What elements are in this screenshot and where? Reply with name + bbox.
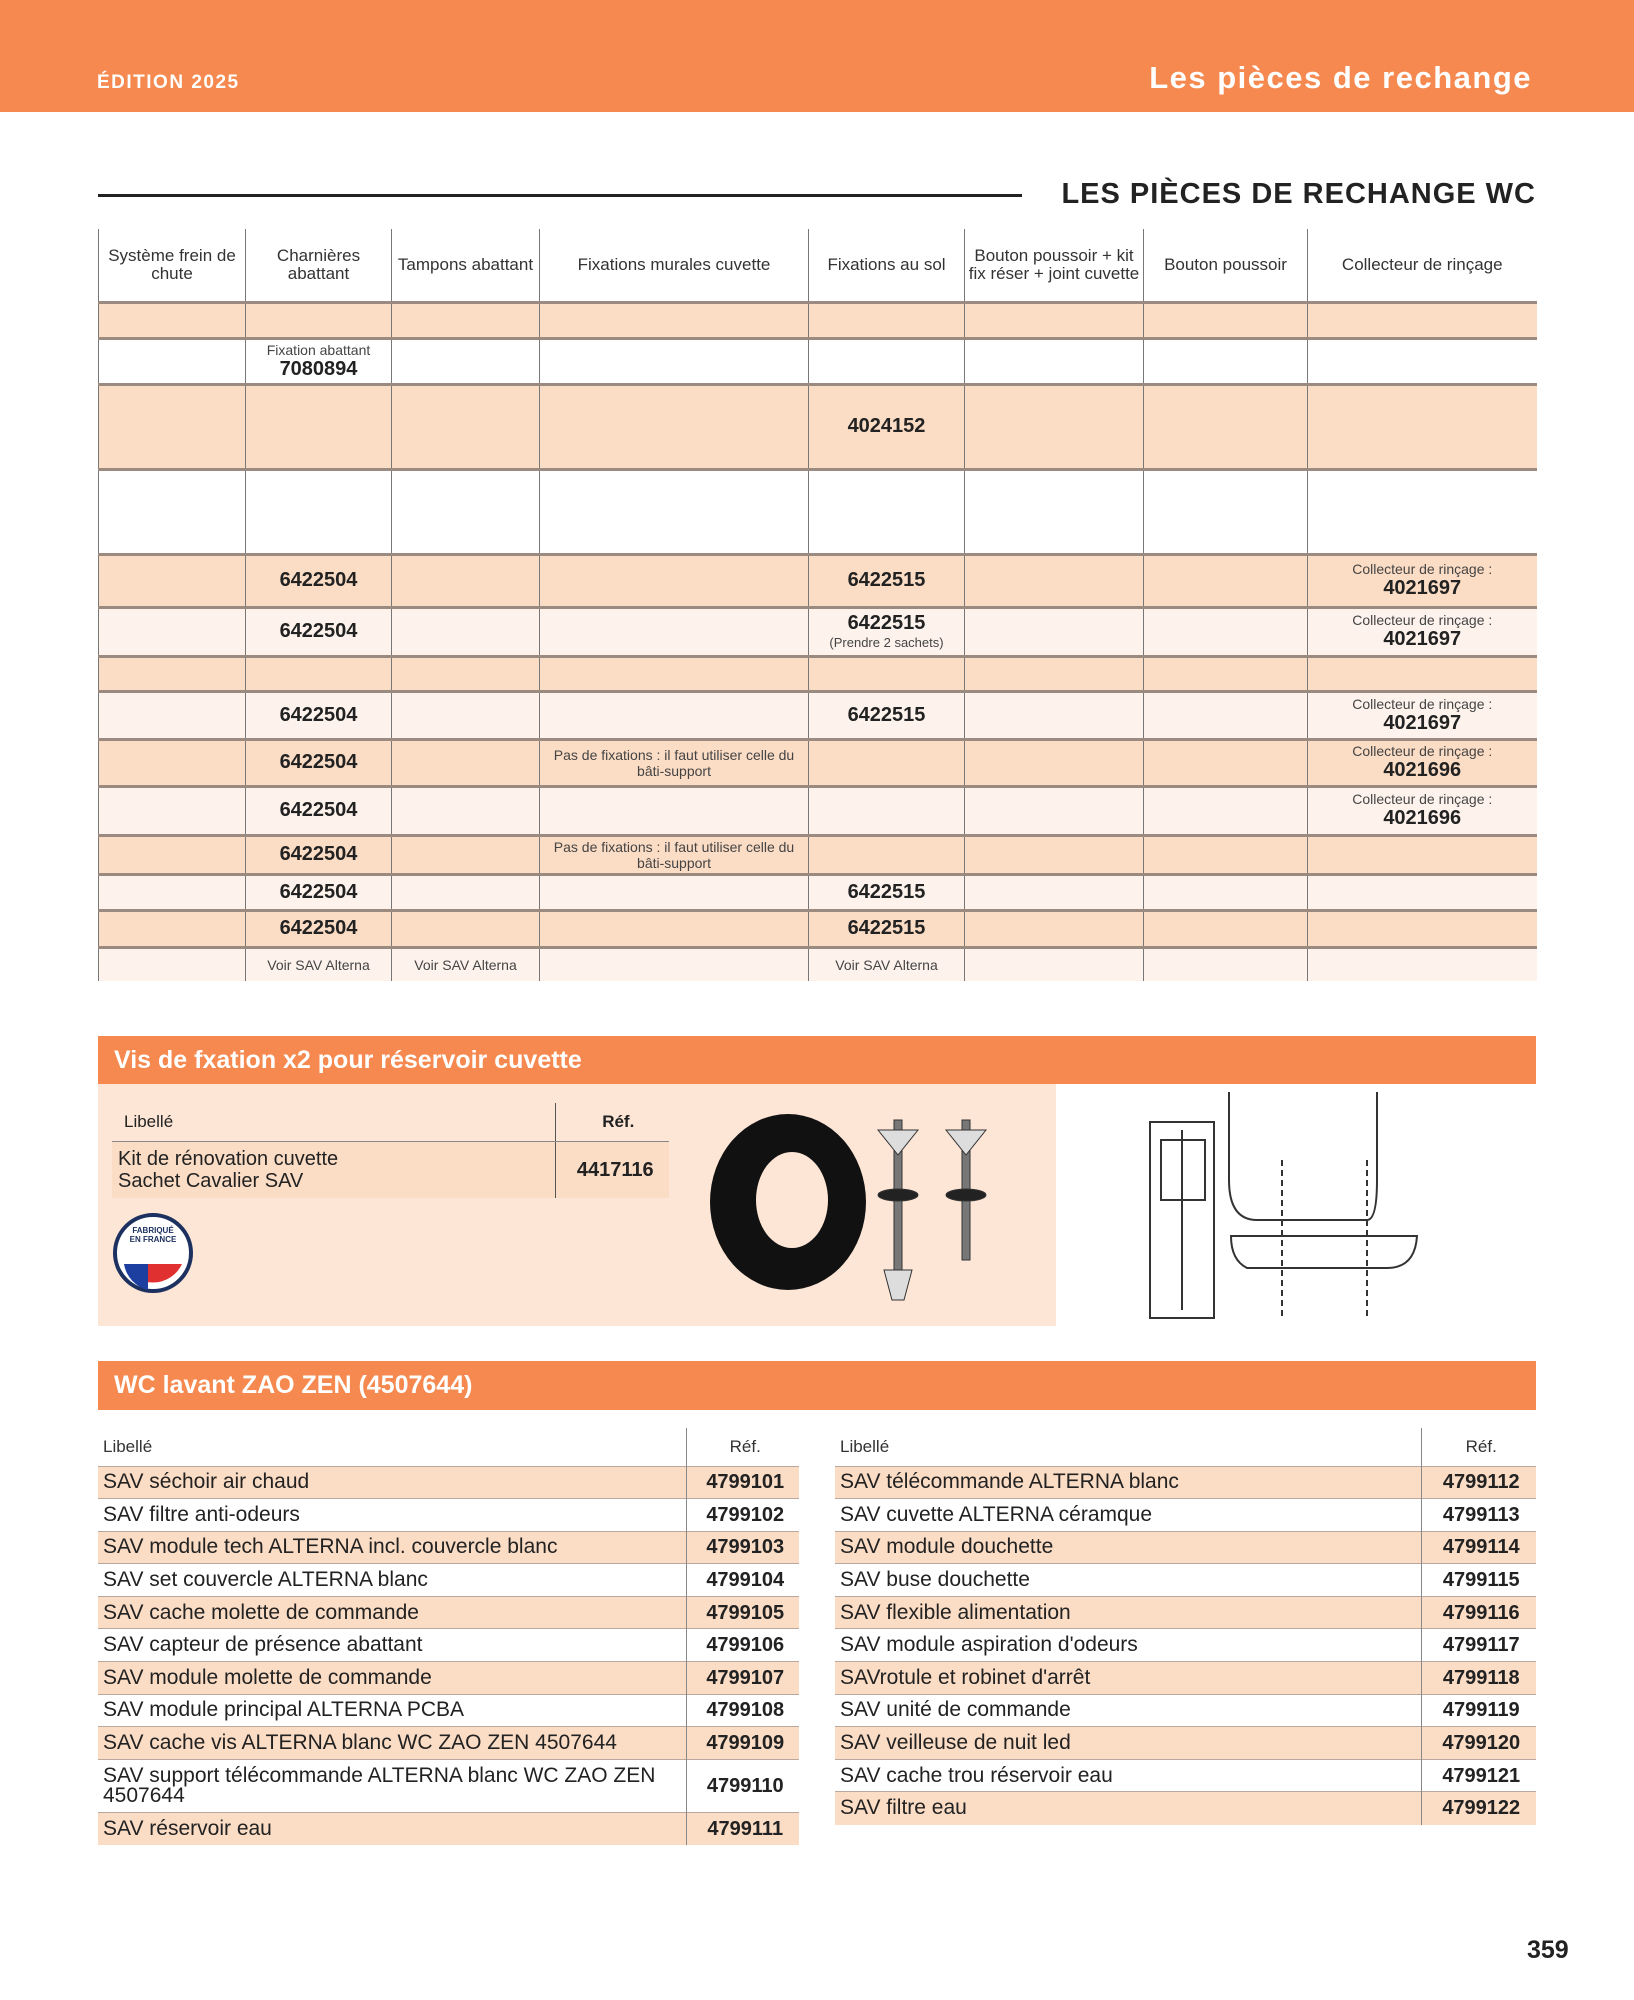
part-label: SAV module aspiration d'odeurs	[835, 1629, 1421, 1662]
table-cell	[392, 786, 540, 835]
part-ref: 4799109	[686, 1727, 799, 1760]
table-cell	[246, 947, 392, 981]
part-ref: 4799116	[1421, 1596, 1536, 1629]
table-row	[835, 1759, 1536, 1792]
table-row	[98, 1662, 799, 1695]
table-row	[99, 874, 1537, 910]
table-cell	[99, 384, 246, 469]
table-cell	[809, 554, 965, 607]
part-label: SAV support télécommande ALTERNA blanc WC ZAO ZEN 4507644	[98, 1759, 686, 1812]
table-cell	[1308, 607, 1537, 656]
table-cell	[99, 691, 246, 739]
table-row	[112, 1141, 669, 1198]
kit-col-label: Libellé	[112, 1103, 555, 1141]
table-cell	[1308, 910, 1537, 947]
table-cell	[1144, 910, 1308, 947]
table-row	[98, 1499, 799, 1532]
table-cell	[1144, 786, 1308, 835]
table-cell	[246, 554, 392, 607]
table-row	[98, 1812, 799, 1845]
table-cell	[392, 469, 540, 554]
part-ref: 4799122	[1421, 1792, 1536, 1825]
part-ref: 6422515	[847, 917, 926, 939]
cell-label: Voir SAV Alterna	[835, 956, 938, 973]
table-row	[99, 469, 1537, 554]
cell-label: Collecteur de rinçage :	[1352, 561, 1493, 577]
part-ref: 4799120	[1421, 1727, 1536, 1760]
table-cell	[540, 739, 809, 786]
table-cell	[809, 947, 965, 981]
table-cell	[809, 338, 965, 384]
part-label: SAV filtre eau	[835, 1792, 1421, 1825]
section-title: Les pièces de rechange	[1149, 60, 1532, 95]
col-ref: Réf.	[1421, 1428, 1536, 1466]
table-cell	[1308, 835, 1537, 874]
part-ref: 4024152	[847, 415, 926, 437]
part-label: SAV unité de commande	[835, 1694, 1421, 1727]
table-row	[99, 656, 1537, 691]
header-band	[0, 0, 1634, 112]
table-cell	[1144, 947, 1308, 981]
table-cell	[392, 947, 540, 981]
column-header: Bouton poussoir + kit fix réser + joint cuvette	[965, 229, 1144, 302]
table-cell	[965, 835, 1144, 874]
part-label: SAV filtre anti-odeurs	[98, 1499, 686, 1532]
cell-label: Voir SAV Alterna	[267, 956, 370, 973]
part-label: SAV buse douchette	[835, 1564, 1421, 1597]
table-cell	[1144, 835, 1308, 874]
column-header: Bouton poussoir	[1144, 229, 1308, 302]
installation-diagram	[1147, 1090, 1427, 1326]
table-cell	[1308, 739, 1537, 786]
table-cell	[99, 656, 246, 691]
part-ref: 4021696	[1383, 807, 1462, 829]
table-cell	[1144, 607, 1308, 656]
table-cell	[1308, 469, 1537, 554]
table-cell	[1308, 338, 1537, 384]
part-ref: 4021697	[1383, 711, 1462, 734]
part-ref: 4799112	[1421, 1466, 1536, 1499]
col-label: Libellé	[840, 1436, 890, 1456]
table-cell	[246, 302, 392, 338]
table-cell	[1144, 874, 1308, 910]
part-label: SAVrotule et robinet d'arrêt	[835, 1662, 1421, 1695]
page-title: LES PIÈCES DE RECHANGE WC	[1061, 178, 1536, 210]
table-cell	[1144, 338, 1308, 384]
column-header: Fixations murales cuvette	[540, 229, 809, 302]
table-cell	[965, 607, 1144, 656]
table-cell	[809, 469, 965, 554]
part-label: SAV réservoir eau	[98, 1812, 686, 1845]
cell-label: Collecteur de rinçage :	[1352, 612, 1493, 628]
part-ref: 6422515	[847, 612, 926, 634]
part-ref: 6422504	[279, 917, 358, 939]
table-cell	[1308, 786, 1537, 835]
table-row	[835, 1466, 1536, 1499]
table-cell	[1144, 691, 1308, 739]
cell-label: Collecteur de rinçage :	[1352, 695, 1493, 712]
part-ref: 4799113	[1421, 1499, 1536, 1532]
part-label: SAV set couvercle ALTERNA blanc	[98, 1564, 686, 1597]
part-label: SAV module molette de commande	[98, 1662, 686, 1695]
column-header: Tampons abattant	[392, 229, 540, 302]
table-cell	[1308, 691, 1537, 739]
part-note: (Prendre 2 sachets)	[829, 635, 944, 650]
part-ref: 4799102	[686, 1499, 799, 1532]
table-row	[835, 1499, 1536, 1532]
table-cell	[540, 656, 809, 691]
kit-col-ref: Réf.	[555, 1103, 669, 1141]
table-cell	[392, 874, 540, 910]
table-cell	[246, 469, 392, 554]
table-cell	[540, 338, 809, 384]
table-cell	[392, 835, 540, 874]
part-ref: 4799111	[686, 1812, 799, 1845]
part-ref: 6422504	[279, 843, 358, 865]
part-ref: 4799114	[1421, 1531, 1536, 1564]
table-cell	[965, 874, 1144, 910]
table-cell	[392, 302, 540, 338]
table-cell	[540, 947, 809, 981]
part-ref: 6422515	[847, 880, 926, 903]
part-ref: 6422504	[279, 880, 358, 903]
part-label: SAV module douchette	[835, 1531, 1421, 1564]
table-cell	[809, 656, 965, 691]
parts-table	[98, 229, 1537, 981]
part-ref: 4021696	[1383, 759, 1462, 781]
part-ref: 4799115	[1421, 1564, 1536, 1597]
table-cell	[1144, 656, 1308, 691]
table-cell	[540, 910, 809, 947]
table-cell	[540, 384, 809, 469]
table-cell	[1308, 947, 1537, 981]
cell-label: Collecteur de rinçage :	[1352, 791, 1493, 807]
table-row	[98, 1596, 799, 1629]
table-cell	[809, 835, 965, 874]
table-row	[99, 302, 1537, 338]
table-cell	[99, 554, 246, 607]
table-cell	[1308, 656, 1537, 691]
table-cell	[809, 384, 965, 469]
column-header: Charnières abattant	[246, 229, 392, 302]
table-cell	[1308, 874, 1537, 910]
table-cell	[965, 384, 1144, 469]
screw-kit-image	[700, 1100, 1000, 1310]
table-row	[835, 1629, 1536, 1662]
table-cell	[540, 835, 809, 874]
table-cell	[99, 910, 246, 947]
part-ref: 6422504	[279, 799, 358, 821]
made-in-france-badge	[112, 1212, 194, 1294]
table-cell	[809, 691, 965, 739]
table-cell	[540, 607, 809, 656]
table-cell	[540, 874, 809, 910]
table-cell	[99, 786, 246, 835]
table-cell	[1308, 384, 1537, 469]
table-cell	[246, 786, 392, 835]
table-cell	[809, 874, 965, 910]
table-cell	[965, 786, 1144, 835]
edition-label: ÉDITION 2025	[97, 72, 240, 93]
table-cell	[965, 338, 1144, 384]
table-cell	[246, 691, 392, 739]
table-row	[835, 1694, 1536, 1727]
part-ref: 4021697	[1383, 577, 1462, 599]
table-cell	[1144, 302, 1308, 338]
part-label: SAV séchoir air chaud	[98, 1466, 686, 1499]
table-cell	[99, 947, 246, 981]
table-cell	[392, 739, 540, 786]
table-cell	[809, 910, 965, 947]
table-cell	[1144, 739, 1308, 786]
part-ref: 4799110	[686, 1759, 799, 1812]
table-cell	[1308, 302, 1537, 338]
column-header: Collecteur de rinçage	[1308, 229, 1537, 302]
col-label: Libellé	[103, 1436, 153, 1456]
table-cell	[1144, 469, 1308, 554]
column-header: Système frein de chute	[99, 229, 246, 302]
table-cell	[809, 302, 965, 338]
table-header-row	[99, 229, 1537, 302]
part-label: SAV cache molette de commande	[98, 1596, 686, 1629]
part-ref: 6422515	[847, 569, 926, 591]
table-cell	[540, 786, 809, 835]
part-ref: 7080894	[279, 357, 358, 380]
part-ref: 4799108	[686, 1694, 799, 1727]
table-cell	[965, 469, 1144, 554]
table-cell	[965, 656, 1144, 691]
table-cell	[965, 302, 1144, 338]
part-label: SAV module tech ALTERNA incl. couvercle blanc	[98, 1531, 686, 1564]
table-cell	[392, 554, 540, 607]
part-ref: 4799117	[1421, 1629, 1536, 1662]
table-row	[98, 1531, 799, 1564]
table-cell	[246, 338, 392, 384]
table-row	[98, 1727, 799, 1760]
zao-parts-table-right	[835, 1428, 1536, 1825]
table-cell	[246, 384, 392, 469]
table-cell	[99, 469, 246, 554]
part-label: SAV veilleuse de nuit led	[835, 1727, 1421, 1760]
table-cell	[540, 554, 809, 607]
table-row	[98, 1759, 799, 1812]
table-cell	[809, 739, 965, 786]
column-header: Fixations au sol	[809, 229, 965, 302]
cell-label: Voir SAV Alterna	[414, 956, 517, 973]
part-label: SAV cuvette ALTERNA céramque	[835, 1499, 1421, 1532]
table-cell	[1144, 384, 1308, 469]
table-cell	[965, 739, 1144, 786]
table-row	[99, 338, 1537, 384]
table-row	[99, 739, 1537, 786]
table-cell	[99, 338, 246, 384]
table-cell	[965, 910, 1144, 947]
table-row	[835, 1596, 1536, 1629]
part-ref: 6422504	[279, 703, 358, 726]
part-ref: 6422504	[279, 751, 358, 773]
cell-label: Pas de fixations : il faut utiliser celle du bâti-support	[553, 838, 795, 871]
table-cell	[246, 656, 392, 691]
part-label: SAV cache vis ALTERNA blanc WC ZAO ZEN 4507644	[98, 1727, 686, 1760]
table-cell	[246, 739, 392, 786]
table-cell	[540, 469, 809, 554]
kit-label-2: Sachet Cavalier SAV	[118, 1169, 304, 1192]
part-ref: 4799107	[686, 1662, 799, 1695]
part-ref: 4799119	[1421, 1694, 1536, 1727]
part-ref: 4799103	[686, 1531, 799, 1564]
table-row	[99, 691, 1537, 739]
table-row	[99, 786, 1537, 835]
table-cell	[392, 338, 540, 384]
table-row	[99, 554, 1537, 607]
part-label: SAV module principal ALTERNA PCBA	[98, 1694, 686, 1727]
table-row	[835, 1531, 1536, 1564]
table-cell	[1308, 554, 1537, 607]
kit-table	[112, 1103, 669, 1198]
col-ref: Réf.	[686, 1428, 799, 1466]
part-label: SAV capteur de présence abattant	[98, 1629, 686, 1662]
table-cell	[965, 554, 1144, 607]
table-cell	[965, 947, 1144, 981]
table-cell	[965, 691, 1144, 739]
part-ref: 4799105	[686, 1596, 799, 1629]
table-cell	[246, 874, 392, 910]
part-ref: 4799101	[686, 1466, 799, 1499]
title-rule	[98, 194, 1022, 197]
table-row	[99, 384, 1537, 469]
cell-label: Pas de fixations : il faut utiliser celle du bâti-support	[553, 746, 795, 779]
table-row	[98, 1564, 799, 1597]
table-row	[99, 607, 1537, 656]
table-cell	[246, 835, 392, 874]
table-row	[99, 910, 1537, 947]
part-ref: 4799106	[686, 1629, 799, 1662]
part-ref: 4799118	[1421, 1662, 1536, 1695]
table-row	[99, 835, 1537, 874]
table-cell	[392, 691, 540, 739]
kit-label-1: Kit de rénovation cuvette	[118, 1147, 339, 1170]
table-cell	[99, 739, 246, 786]
part-ref: 6422504	[279, 569, 358, 591]
table-cell	[392, 607, 540, 656]
table-cell	[392, 910, 540, 947]
table-row	[99, 947, 1537, 981]
table-cell	[540, 691, 809, 739]
part-ref: 6422504	[279, 620, 358, 642]
table-cell	[246, 607, 392, 656]
table-cell	[809, 607, 965, 656]
page-number: 359	[1527, 1936, 1569, 1964]
table-cell	[99, 874, 246, 910]
table-row	[835, 1727, 1536, 1760]
table-cell	[99, 607, 246, 656]
table-cell	[99, 302, 246, 338]
badge-text: FABRIQUÉ EN FRANCE	[129, 1226, 177, 1244]
part-ref: 6422515	[847, 703, 926, 726]
part-label: SAV flexible alimentation	[835, 1596, 1421, 1629]
table-row	[835, 1792, 1536, 1825]
part-label: SAV cache trou réservoir eau	[835, 1759, 1421, 1792]
table-row	[98, 1466, 799, 1499]
table-cell	[246, 910, 392, 947]
table-cell	[392, 656, 540, 691]
part-label: SAV télécommande ALTERNA blanc	[835, 1466, 1421, 1499]
part-ref: 4799104	[686, 1564, 799, 1597]
zao-section-bar: WC lavant ZAO ZEN (4507644)	[98, 1361, 1536, 1410]
cell-label: Collecteur de rinçage :	[1352, 743, 1493, 759]
cell-label: Fixation abattant	[266, 341, 371, 358]
part-ref: 4021697	[1383, 628, 1462, 650]
table-cell	[809, 786, 965, 835]
zao-parts-table-left	[98, 1428, 799, 1845]
table-cell	[392, 384, 540, 469]
table-row	[835, 1564, 1536, 1597]
table-row	[98, 1694, 799, 1727]
kit-ref: 4417116	[555, 1141, 669, 1198]
table-cell	[99, 835, 246, 874]
table-cell	[540, 302, 809, 338]
kit-section-bar: Vis de fxation x2 pour réservoir cuvette	[98, 1036, 1536, 1084]
table-row	[98, 1629, 799, 1662]
table-row	[835, 1662, 1536, 1695]
table-cell	[1144, 554, 1308, 607]
part-ref: 4799121	[1421, 1759, 1536, 1792]
